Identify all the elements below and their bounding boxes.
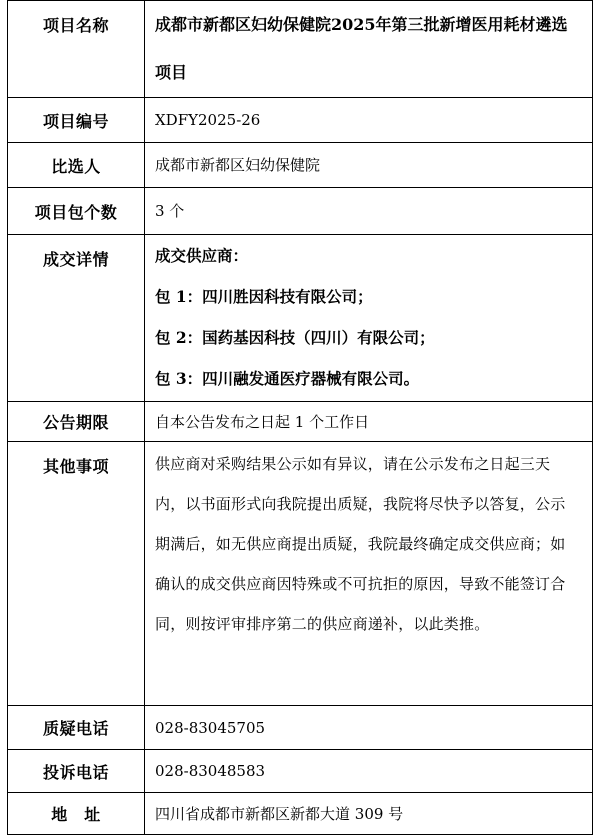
address-value: 四川省成都市新都区新都大道 309 号 xyxy=(145,793,593,835)
complaint-phone-value: 028-83048583 xyxy=(145,750,593,793)
row-other-matters xyxy=(8,442,593,706)
row-deal-details xyxy=(8,235,593,402)
project-name-value: 成都市新都区妇幼保健院2025年第三批新增医用耗材遴选项目 xyxy=(155,15,568,82)
deal-package-3: 包 3：四川融发通医疗器械有限公司。 xyxy=(155,369,420,388)
row-project-code xyxy=(8,98,593,143)
other-matters-value: 供应商对采购结果公示如有异议，请在公示发布之日起三天内，以书面形式向我院提出质疑，我院将尽快予以答复，公示期满后，如无供应商提出质疑，我院最终确定成交供应商；如确认的成交供应商因特殊或不可抗拒的原因，导致不能签订合同，则按评审排序第二的供应商递补，以此类推。 xyxy=(155,455,566,633)
row-package-count xyxy=(8,188,593,235)
package-count-value: 3 个 xyxy=(145,188,593,235)
row-project-name xyxy=(8,1,593,98)
other-matters-label: 其他事项 xyxy=(8,442,145,706)
notice-period-value: 自本公告发布之日起 1 个工作日 xyxy=(145,402,593,442)
project-name-label: 项目名称 xyxy=(8,1,145,98)
notice-period-label: 公告期限 xyxy=(8,402,145,442)
deal-details-label: 成交详情 xyxy=(8,235,145,402)
announcement-table xyxy=(7,0,593,835)
deal-package-2: 包 2：国药基因科技（四川）有限公司； xyxy=(155,328,435,347)
package-count-label: 项目包个数 xyxy=(8,188,145,235)
query-phone-value: 028-83045705 xyxy=(145,706,593,750)
row-address xyxy=(8,793,593,835)
complaint-phone-label: 投诉电话 xyxy=(8,750,145,793)
query-phone-label: 质疑电话 xyxy=(8,706,145,750)
row-complaint-phone xyxy=(8,750,593,793)
address-label: 地 址 xyxy=(8,793,145,835)
project-code-value: XDFY2025-26 xyxy=(145,98,593,143)
deal-package-1: 包 1：四川胜因科技有限公司； xyxy=(155,287,373,306)
buyer-label: 比选人 xyxy=(8,143,145,188)
row-query-phone xyxy=(8,706,593,750)
row-notice-period xyxy=(8,402,593,442)
row-buyer xyxy=(8,143,593,188)
buyer-value: 成都市新都区妇幼保健院 xyxy=(145,143,593,188)
project-code-label: 项目编号 xyxy=(8,98,145,143)
deal-heading: 成交供应商： xyxy=(155,246,249,265)
